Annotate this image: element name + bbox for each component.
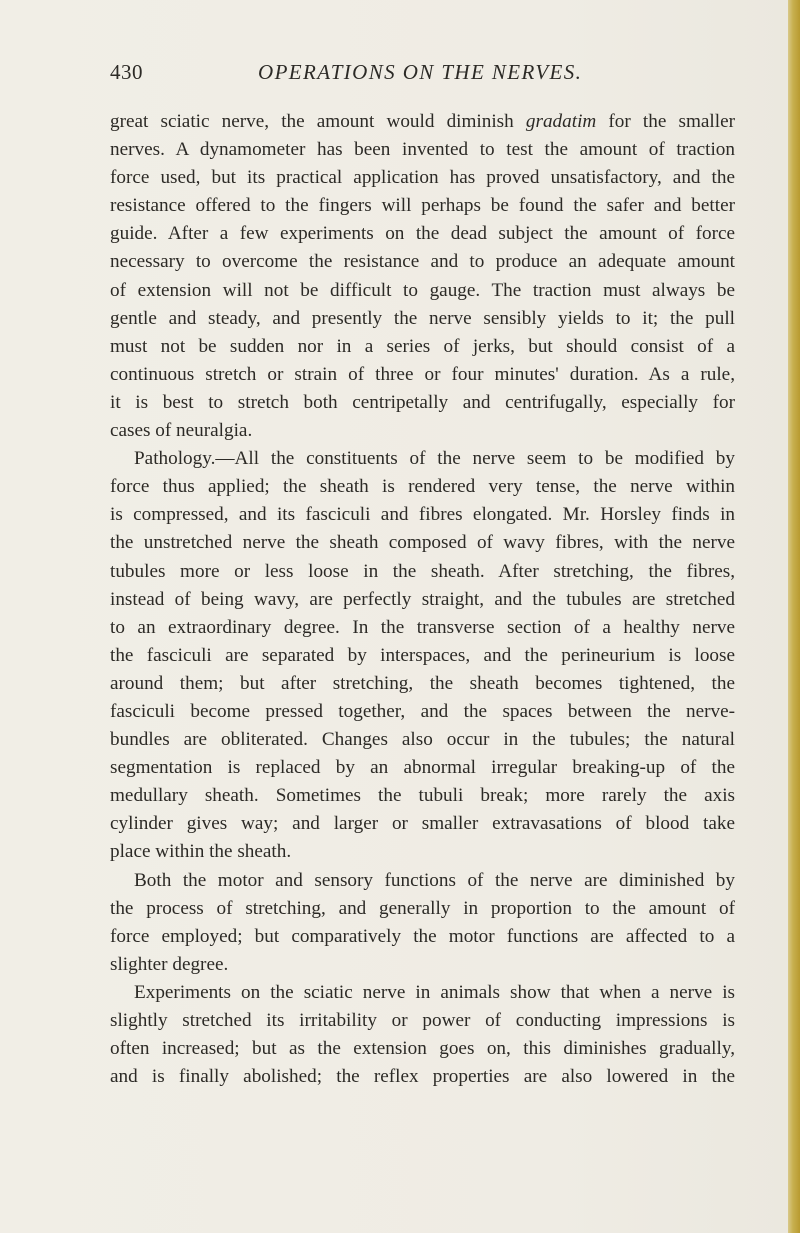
text-line: is compressed, and its fasciculi and fibres elongated. Mr. Horsley finds in xyxy=(110,504,735,526)
text-line: must not be sudden nor in a series of jerks, but should consist of a xyxy=(110,335,735,357)
text-line: Experiments on the sciatic nerve in animals show that when a nerve is xyxy=(134,981,735,1003)
text-line: around them; but after stretching, the sheath becomes tightened, the xyxy=(110,672,735,694)
text-line: force thus applied; the sheath is rendered very tense, the nerve within xyxy=(110,476,735,498)
text-line: to an extraordinary degree. In the transverse section of a healthy nerve xyxy=(110,616,735,638)
text-line: Both the motor and sensory functions of the nerve are diminished by xyxy=(134,869,735,891)
text-line: the fasciculi are separated by interspaces, and the perineurium is loose xyxy=(110,644,735,666)
text-line: guide. After a few experiments on the dead subject the amount of force xyxy=(110,223,735,245)
text-line: bundles are obliterated. Changes also occur in the tubules; the natural xyxy=(110,729,735,751)
text-line: slightly stretched its irritability or power of conducting impressions is xyxy=(110,1010,735,1031)
text-line: of extension will not be difficult to gauge. The traction must always be xyxy=(110,279,735,301)
text-line: necessary to overcome the resistance and to produce an adequate amount xyxy=(110,251,735,273)
page-number: 430 xyxy=(110,60,143,84)
text-line: gentle and steady, and presently the nerve sensibly yields to it; the pull xyxy=(110,307,735,329)
running-head xyxy=(0,60,788,96)
running-title: OPERATIONS ON THE NERVES. xyxy=(258,60,583,84)
text-line: instead of being wavy, are perfectly straight, and the tubules are stretched xyxy=(110,588,735,610)
paragraph-end-line: place within the sheath. xyxy=(110,841,292,863)
text-line: fasciculi become pressed together, and the spaces between the nerve- xyxy=(110,700,735,722)
page-edge xyxy=(788,0,800,1233)
text-line: resistance offered to the fingers will perhaps be found the safer and better xyxy=(110,195,735,217)
text-line: continuous stretch or strain of three or four minutes' duration. As a rule, xyxy=(110,363,735,385)
text-line: medullary sheath. Sometimes the tubuli break; more rarely the axis xyxy=(110,785,735,807)
text-line: and is finally abolished; the reflex properties are also lowered in the xyxy=(110,1066,735,1088)
italic-term: gradatim xyxy=(525,111,597,132)
text-line: often increased; but as the extension goes on, this diminishes gradually, xyxy=(110,1038,735,1060)
text-line: great sciatic nerve, the amount would diminish gradatim for the smaller xyxy=(110,111,735,132)
text-line: the unstretched nerve the sheath composed of wavy fibres, with the nerve xyxy=(110,532,735,554)
text-line: tubules more or less loose in the sheath. After stretching, the fibres, xyxy=(110,560,735,582)
text-line: force employed; but comparatively the motor functions are affected to a xyxy=(110,925,735,947)
text-line: it is best to stretch both centripetally and centrifugally, especially for xyxy=(110,391,735,413)
paragraph-end-line: slighter degree. xyxy=(110,953,229,975)
text-line: force used, but its practical application has proved unsatisfactory, and the xyxy=(110,167,735,189)
paragraph-end-line: cases of neuralgia. xyxy=(110,420,253,442)
text-line: the process of stretching, and generally in proportion to the amount of xyxy=(110,897,735,919)
pathology-heading-line: Pathology.—All the constituents of the nerve seem to be modified by xyxy=(134,448,735,470)
text-line: segmentation is replaced by an abnormal irregular breaking-up of the xyxy=(110,757,735,779)
text-line: cylinder gives way; and larger or smaller extravasations of blood take xyxy=(110,813,735,835)
text-line: nerves. A dynamometer has been invented to test the amount of traction xyxy=(110,139,735,161)
body-text xyxy=(110,108,735,1091)
